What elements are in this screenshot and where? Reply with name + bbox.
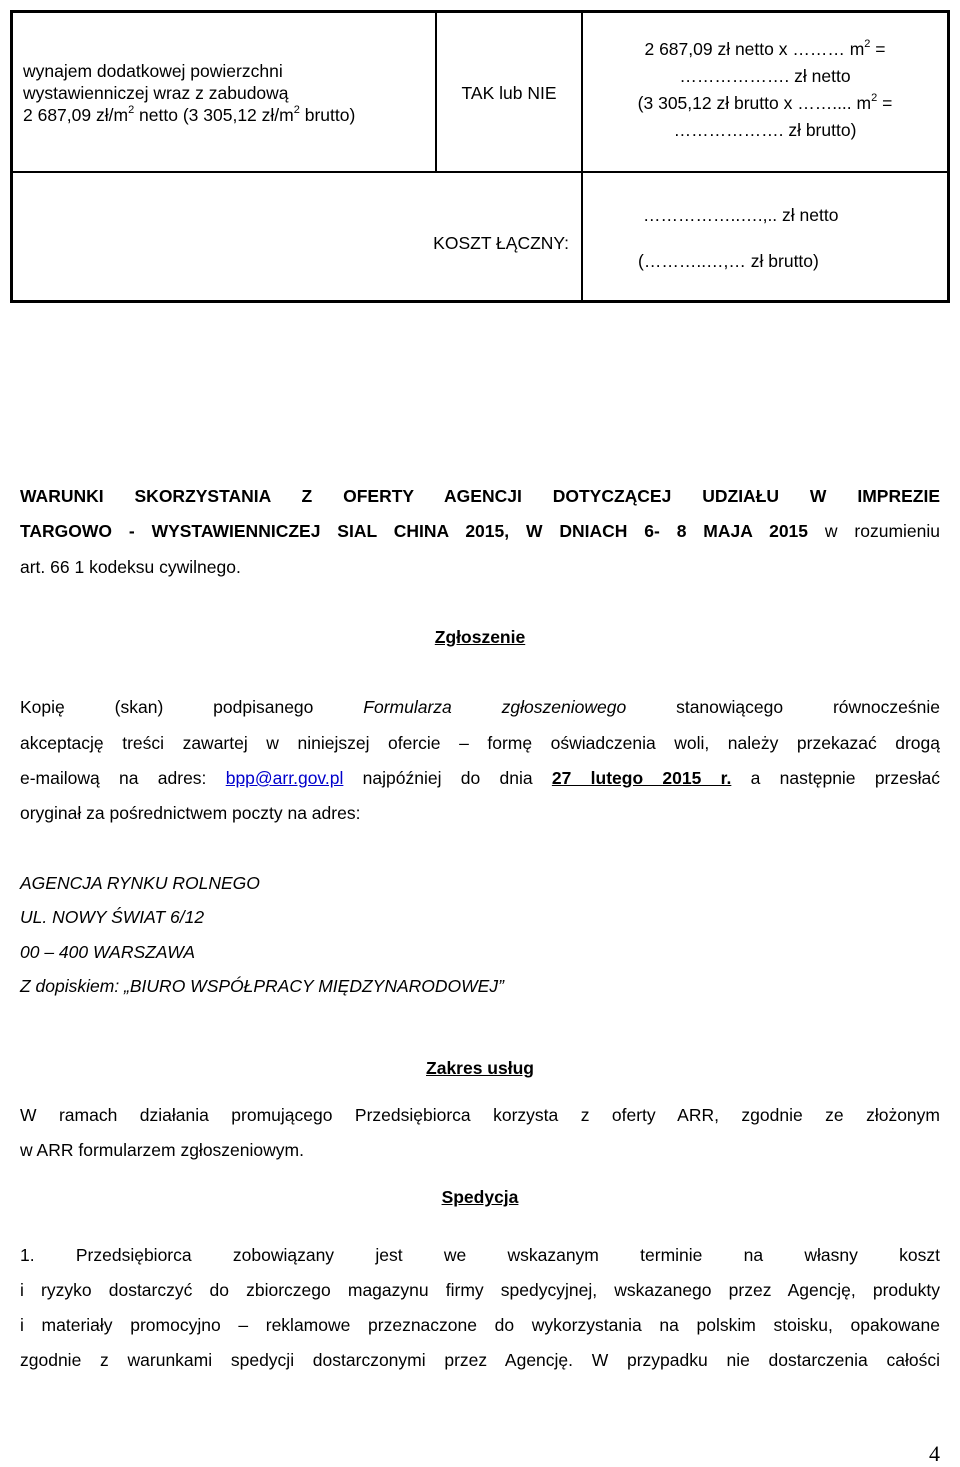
- conditions-line-2: TARGOWO - WYSTAWIENNICZEJ SIAL CHINA 2015, W DNIACH 6- 8 MAJA 2015 w rozumieniu: [20, 521, 940, 541]
- email-link[interactable]: bpp@arr.gov.pl: [225, 768, 344, 788]
- zakres-line-2: w ARR formularzem zgłoszeniowym.: [20, 1140, 304, 1160]
- deadline-date: 27 lutego 2015 r.: [551, 768, 732, 788]
- calc-line-4: ………………. zł brutto): [673, 120, 857, 140]
- table-cell-description: [13, 13, 437, 171]
- conditions-line-1: WARUNKI SKORZYSTANIA Z OFERTY AGENCJI DOTYCZĄCEJ UDZIAŁU W IMPREZIE: [20, 486, 940, 506]
- heading-zgloszenie: Zgłoszenie: [434, 627, 526, 647]
- total-net: ……………..….,.. zł netto: [643, 205, 839, 225]
- conditions-line-3: art. 66 1 kodeksu cywilnego.: [20, 557, 241, 577]
- zgloszenie-line-1: Kopię (skan) podpisanego Formularza zgłoszeniowego stanowiącego równocześnie: [20, 697, 940, 717]
- table-cell-option: [437, 13, 583, 171]
- zakres-line-1: W ramach działania promującego Przedsiębiorca korzysta z oferty ARR, zgodnie ze złożonym: [20, 1105, 940, 1125]
- table-cell-total-value: [583, 171, 947, 300]
- address-line-4: Z dopiskiem: „BIURO WSPÓŁPRACY MIĘDZYNARODOWEJ”: [20, 976, 504, 996]
- calc-line-1: 2 687,09 zł netto x ……… $m^2$ =: [644, 38, 886, 59]
- option-text: TAK lub NIE: [461, 83, 557, 103]
- calc-line-2: ………………. zł netto: [679, 66, 851, 86]
- desc-line-1: wynajem dodatkowej powierzchni: [23, 61, 283, 81]
- zgloszenie-line-2: akceptację treści zawartej w niniejszej ofercie – formę oświadczenia woli, należy przekazać drogą: [20, 733, 940, 753]
- address-line-3: 00 – 400 WARSZAWA: [20, 942, 196, 962]
- desc-line-3: 2 687,09 $zł/m^2$ netto (3 305,12 $zł/m^2$ brutto): [23, 104, 356, 125]
- spedycja-line-1: 1. Przedsiębiorca zobowiązany jest we wskazanym terminie na własny koszt: [20, 1245, 940, 1265]
- zgloszenie-line-3: e-mailową na adres: bpp@arr.gov.pl najpóźniej do dnia 27 lutego 2015 r. a następnie przesłać: [20, 768, 940, 788]
- total-gross: (………..…,… zł brutto): [638, 251, 819, 271]
- table-row-total: [13, 171, 947, 300]
- zgloszenie-line-4: oryginał za pośrednictwem poczty na adres:: [20, 803, 361, 823]
- address-line-2: UL. NOWY ŚWIAT 6/12: [20, 907, 205, 927]
- page-number: 4: [929, 1441, 940, 1466]
- desc-line-2: wystawienniczej wraz z zabudową: [23, 83, 289, 103]
- cost-table: [10, 10, 950, 303]
- table-row: [13, 13, 947, 173]
- table-cell-calculation: [583, 13, 947, 171]
- spedycja-line-2: i ryzyko dostarczyć do zbiorczego magazynu firmy spedycyjnej, wskazanego przez Agencję, produkty: [20, 1280, 940, 1300]
- heading-spedycja: Spedycja: [441, 1187, 519, 1207]
- address-line-1: AGENCJA RYNKU ROLNEGO: [20, 873, 260, 893]
- table-cell-total-label: [13, 171, 583, 300]
- heading-zakres: Zakres usług: [426, 1058, 534, 1078]
- spedycja-line-4: zgodnie z warunkami spedycji dostarczonymi przez Agencję. W przypadku nie dostarczenia całości: [20, 1350, 940, 1370]
- calc-line-3: (3 305,12 zł brutto x …….... $m^2$ =: [637, 92, 893, 113]
- spedycja-line-3: i materiały promocyjno – reklamowe przeznaczone do wykorzystania na polskim stoisku, opakowane: [20, 1315, 940, 1335]
- total-label: KOSZT ŁĄCZNY:: [433, 233, 569, 253]
